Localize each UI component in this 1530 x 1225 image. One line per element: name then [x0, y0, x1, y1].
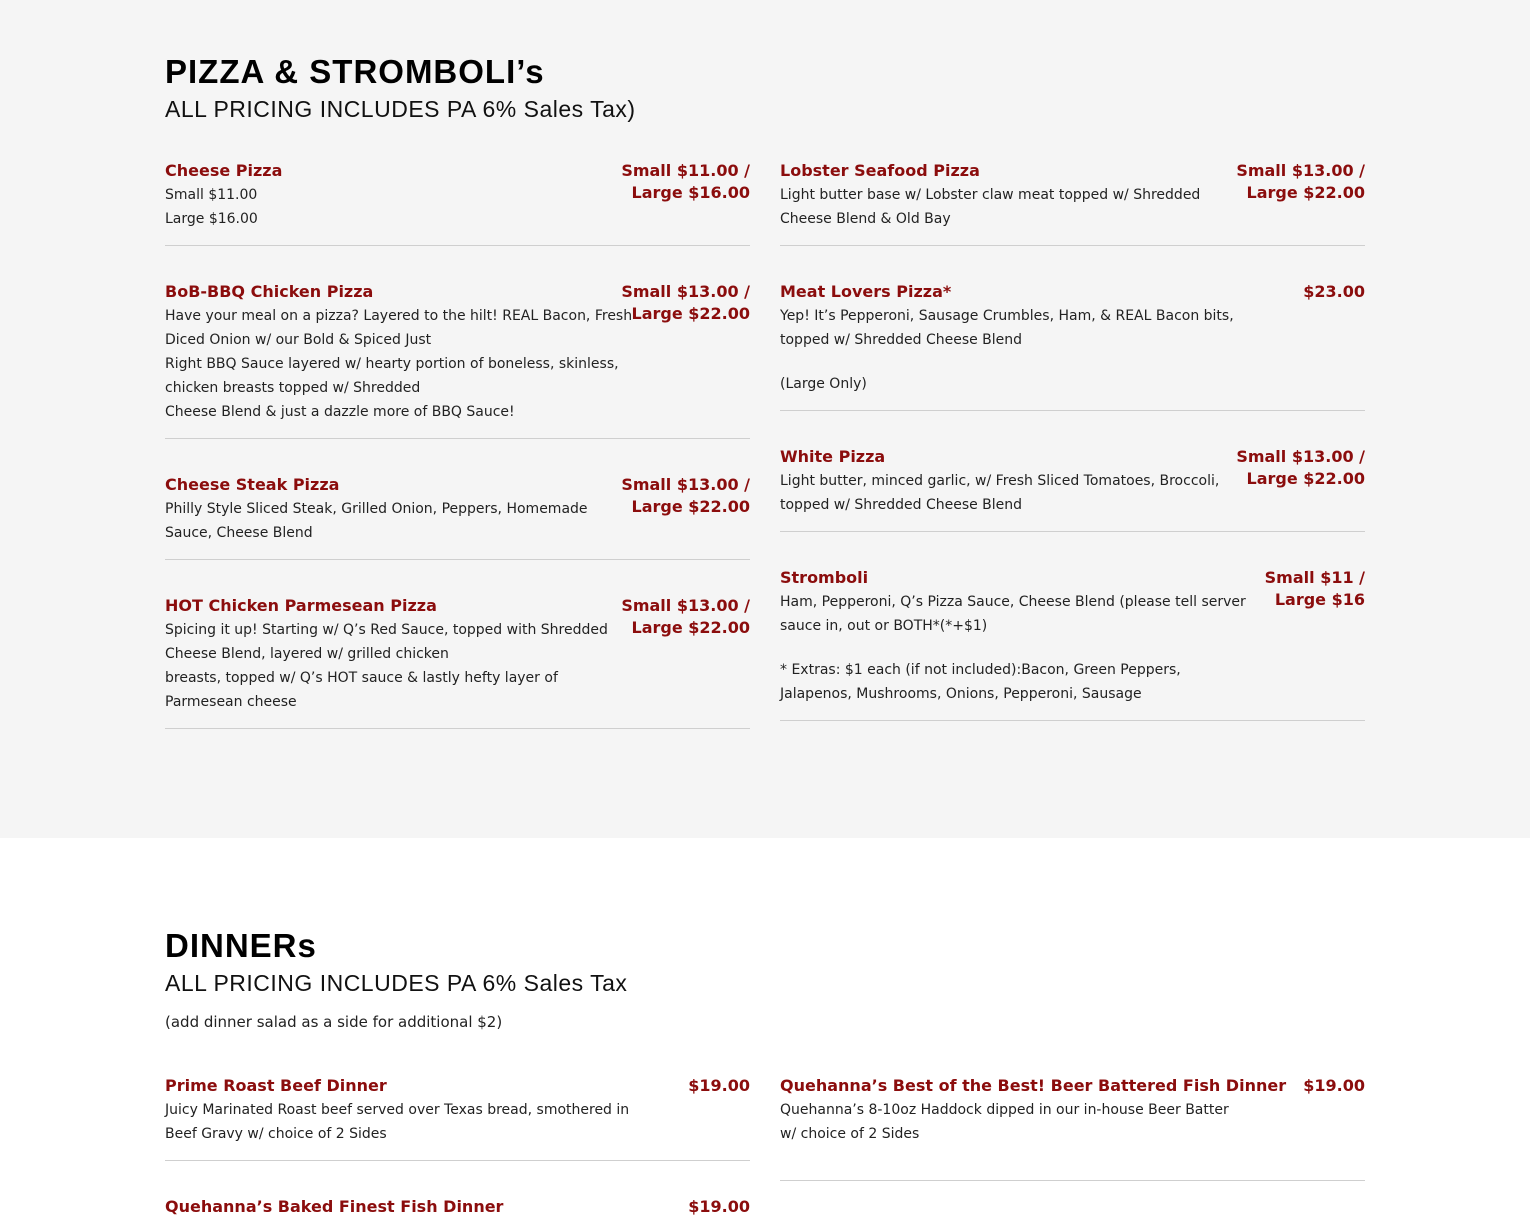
- item-price: Small $13.00 / Large $22.00: [621, 475, 750, 516]
- item-name: Meat Lovers Pizza*: [780, 282, 952, 301]
- item-divider: [780, 410, 1365, 411]
- item-divider: [780, 1180, 1365, 1181]
- item-divider: [780, 245, 1365, 246]
- item-description: Ham, Pepperoni, Q’s Pizza Sauce, Cheese Blend (please tell server sauce in, out or BOTH*(*+$1) * Extras: $1 each (if not included):Bacon, Green Peppers, Jalapenos, Mushrooms, Onions, Pepperoni, Sausage: [780, 594, 1246, 702]
- item-name: HOT Chicken Parmesean Pizza: [165, 596, 437, 615]
- item-price: $19.00: [688, 1197, 750, 1216]
- item-description: Light butter, minced garlic, w/ Fresh Sliced Tomatoes, Broccoli, topped w/ Shredded Cheese Blend: [780, 473, 1220, 513]
- item-name: Prime Roast Beef Dinner: [165, 1076, 387, 1095]
- item-description: Light butter base w/ Lobster claw meat topped w/ Shredded Cheese Blend & Old Bay: [780, 187, 1201, 227]
- dinners-salad-note: (add dinner salad as a side for additional $2): [165, 1013, 503, 1031]
- dinners-section: [0, 838, 1530, 1225]
- item-description: Philly Style Sliced Steak, Grilled Onion, Peppers, Homemade Sauce, Cheese Blend: [165, 501, 588, 541]
- item-divider: [165, 245, 750, 246]
- item-description: Yep! It’s Pepperoni, Sausage Crumbles, Ham, & REAL Bacon bits, topped w/ Shredded Cheese Blend (Large Only): [780, 308, 1234, 392]
- item-divider: [165, 559, 750, 560]
- item-price: Small $13.00 / Large $22.00: [621, 596, 750, 637]
- item-name: Lobster Seafood Pizza: [780, 161, 980, 180]
- item-description: Have your meal on a pizza? Layered to the hilt! REAL Bacon, Fresh Diced Onion w/ our Bold & Spiced Just Right BBQ Sauce layered w/ hearty portion of boneless, skinless, chicken breasts topped w/ Shredded Cheese Blend & just a dazzle more of BBQ Sauce!: [165, 308, 633, 420]
- item-name: Quehanna’s Baked Finest Fish Dinner: [165, 1197, 504, 1216]
- item-name: Cheese Pizza: [165, 161, 283, 180]
- item-name: White Pizza: [780, 447, 886, 466]
- item-divider: [780, 720, 1365, 721]
- item-description: Small $11.00 Large $16.00: [165, 187, 258, 227]
- item-name: Cheese Steak Pizza: [165, 475, 340, 494]
- item-price: $23.00: [1303, 282, 1365, 301]
- item-divider: [780, 531, 1365, 532]
- item-name: Stromboli: [780, 568, 869, 587]
- item-price: Small $11.00 / Large $16.00: [621, 161, 750, 202]
- item-divider: [165, 728, 750, 729]
- item-description: Juicy Marinated Roast beef served over Texas bread, smothered in Beef Gravy w/ choice of 2 Sides: [165, 1102, 630, 1142]
- item-name: BoB-BBQ Chicken Pizza: [165, 282, 374, 301]
- item-price: Small $11 / Large $16: [1264, 568, 1365, 609]
- pizza-section-subtitle: ALL PRICING INCLUDES PA 6% Sales Tax): [165, 96, 636, 122]
- pizza-section-title: PIZZA & STROMBOLI’s: [165, 53, 545, 90]
- dinners-section-title: DINNERs: [165, 927, 317, 964]
- item-price: $19.00: [1303, 1076, 1365, 1095]
- dinners-section-subtitle: ALL PRICING INCLUDES PA 6% Sales Tax: [165, 970, 628, 996]
- item-price: Small $13.00 / Large $22.00: [621, 282, 750, 323]
- item-divider: [165, 438, 750, 439]
- item-divider: [165, 1160, 750, 1161]
- item-price: Small $13.00 / Large $22.00: [1236, 447, 1365, 488]
- item-price: Small $13.00 / Large $22.00: [1236, 161, 1365, 202]
- item-name: Quehanna’s Best of the Best! Beer Battered Fish Dinner: [780, 1076, 1287, 1095]
- item-description: Quehanna’s 8-10oz Haddock dipped in our in-house Beer Batter w/ choice of 2 Sides: [780, 1102, 1229, 1142]
- item-description: Spicing it up! Starting w/ Q’s Red Sauce, topped with Shredded Cheese Blend, layered w/ grilled chicken breasts, topped w/ Q’s HOT sauce & lastly hefty layer of Parmesean cheese: [165, 622, 608, 710]
- item-price: $19.00: [688, 1076, 750, 1095]
